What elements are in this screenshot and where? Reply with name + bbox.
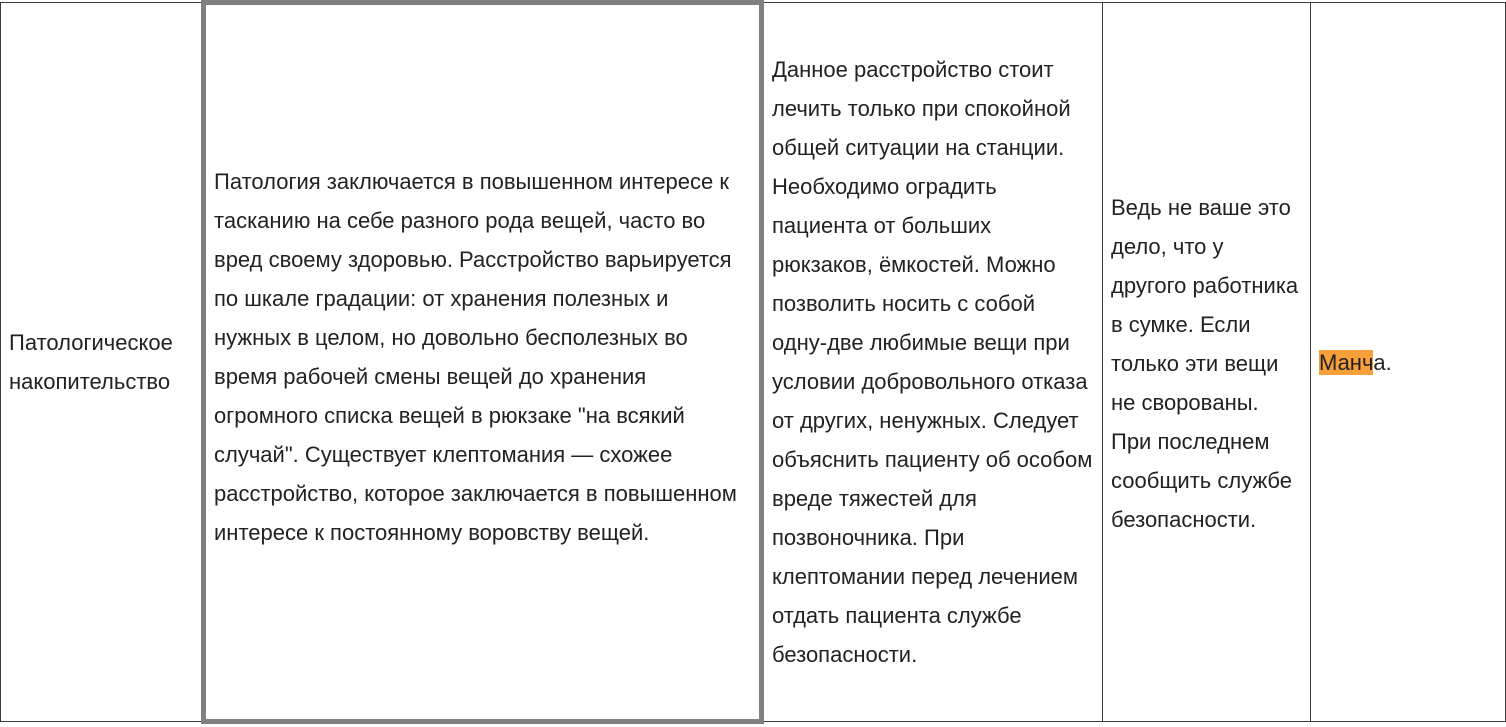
author-rest-text: а. — [1373, 349, 1392, 375]
pathology-name: Патологическое накопительство — [9, 330, 173, 394]
table-row — [1, 3, 1506, 722]
treatment-text: Данное расстройство стоит лечить только при спокойной общей ситуации на станции. Необходимо оградить пациента от больших рюкзаков, ёмкостей. Можно позволить носить с собой одну-две любимые вещи при условии добровольного отказа от других, ненужных. Следует объяснить пациенту об особом вреде тяжестей для позвоночника. При клептомании перед лечением отдать пациента службе безопасности. — [772, 57, 1093, 667]
author-cell — [1311, 3, 1506, 722]
note-text: Ведь не ваше это дело, что у другого работника в сумке. Если только эти вещи не своровaны. При последнем сообщить службе безопасности. — [1111, 194, 1299, 532]
highlighted-text: Манч — [1319, 349, 1374, 375]
description-cell-selected[interactable] — [204, 3, 762, 722]
pathology-description: Патология заключается в повышенном интересе к тасканию на себе разного рода вещей, часто во вред своему здоровью. Расстройство варьируется по шкале градации: от хранения полезных и нужных в целом, но довольно бесполезных во время рабочей смены вещей до хранения огромного списка вещей в рюкзаке "на всякий случай". Существует клептомания — схожее расстройство, которое заключается в повышенном интересе к постоянному воровству вещей. — [214, 169, 737, 545]
note-cell — [1103, 3, 1311, 722]
pathology-name-cell — [1, 3, 204, 722]
treatment-cell — [762, 3, 1103, 722]
